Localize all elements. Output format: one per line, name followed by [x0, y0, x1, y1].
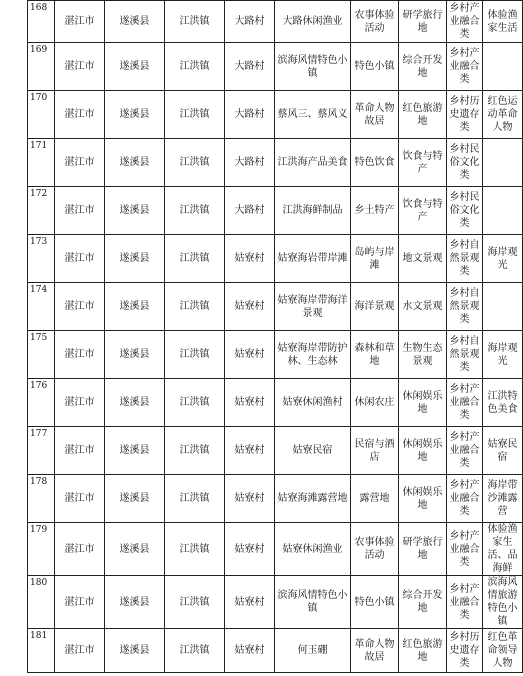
row-number: 177 — [28, 427, 55, 475]
row-number: 180 — [28, 576, 55, 629]
city-cell: 湛江市 — [55, 379, 105, 427]
village-cell: 大路村 — [225, 139, 275, 187]
table-row — [28, 283, 523, 331]
feature-cell: 露营地 — [351, 475, 399, 523]
category-cell: 乡村自然景观类 — [447, 331, 483, 379]
county-cell: 遂溪县 — [105, 139, 165, 187]
theme-cell: 滨海风情旅游特色小镇 — [483, 576, 523, 629]
resource-name-cell: 姑寮海岩带岸滩 — [275, 235, 351, 283]
county-cell: 遂溪县 — [105, 43, 165, 91]
town-cell: 江洪镇 — [165, 523, 225, 576]
theme-cell: 体验渔家生活 — [483, 1, 523, 43]
category-type-cell: 生物生态景观 — [399, 331, 447, 379]
village-cell: 姑寮村 — [225, 523, 275, 576]
category-type-cell: 水文景观 — [399, 283, 447, 331]
town-cell: 江洪镇 — [165, 1, 225, 43]
town-cell: 江洪镇 — [165, 576, 225, 629]
category-type-cell: 研学旅行地 — [399, 523, 447, 576]
resource-name-cell: 姑寮海岸带海洋景观 — [275, 283, 351, 331]
row-number: 178 — [28, 475, 55, 523]
town-cell: 江洪镇 — [165, 187, 225, 235]
resource-name-cell: 何玉硼 — [275, 629, 351, 673]
town-cell: 江洪镇 — [165, 427, 225, 475]
resource-table — [27, 0, 523, 673]
category-type-cell: 综合开发地 — [399, 576, 447, 629]
category-type-cell: 红色旅游地 — [399, 91, 447, 139]
theme-cell: 姑寮民宿 — [483, 427, 523, 475]
theme-cell: 海岸观光 — [483, 331, 523, 379]
theme-cell: 海岸带沙滩露营 — [483, 475, 523, 523]
feature-cell: 革命人物故居 — [351, 629, 399, 673]
town-cell: 江洪镇 — [165, 331, 225, 379]
resource-name-cell: 江洪海鲜制品 — [275, 187, 351, 235]
category-type-cell: 研学旅行地 — [399, 1, 447, 43]
city-cell: 湛江市 — [55, 523, 105, 576]
county-cell: 遂溪县 — [105, 331, 165, 379]
category-cell: 乡村产业融合类 — [447, 427, 483, 475]
category-cell: 乡村自然景观类 — [447, 235, 483, 283]
category-cell: 乡村产业融合类 — [447, 576, 483, 629]
category-cell: 乡村产业融合类 — [447, 43, 483, 91]
village-cell: 姑寮村 — [225, 331, 275, 379]
county-cell: 遂溪县 — [105, 187, 165, 235]
village-cell: 大路村 — [225, 1, 275, 43]
table-row — [28, 187, 523, 235]
resource-name-cell: 姑寮休闲渔业 — [275, 523, 351, 576]
row-number: 173 — [28, 235, 55, 283]
village-cell: 姑寮村 — [225, 379, 275, 427]
county-cell: 遂溪县 — [105, 283, 165, 331]
county-cell: 遂溪县 — [105, 427, 165, 475]
county-cell: 遂溪县 — [105, 629, 165, 673]
category-type-cell: 休闲娱乐地 — [399, 379, 447, 427]
village-cell: 姑寮村 — [225, 576, 275, 629]
category-type-cell: 综合开发地 — [399, 43, 447, 91]
village-cell: 姑寮村 — [225, 475, 275, 523]
theme-cell: 体验渔家生活、品海鲜 — [483, 523, 523, 576]
category-cell: 乡村历史遗存类 — [447, 629, 483, 673]
city-cell: 湛江市 — [55, 283, 105, 331]
theme-cell: 红色革命领导人物 — [483, 629, 523, 673]
city-cell: 湛江市 — [55, 427, 105, 475]
resource-name-cell: 滨海风情特色小镇 — [275, 43, 351, 91]
feature-cell: 特色饮食 — [351, 139, 399, 187]
city-cell: 湛江市 — [55, 576, 105, 629]
table-row — [28, 629, 523, 673]
table-row — [28, 235, 523, 283]
village-cell: 姑寮村 — [225, 235, 275, 283]
resource-name-cell: 滨海风情特色小镇 — [275, 576, 351, 629]
feature-cell: 乡土特产 — [351, 187, 399, 235]
category-type-cell: 饮食与特产 — [399, 187, 447, 235]
theme-cell: 江洪特色美食 — [483, 379, 523, 427]
feature-cell: 民宿与酒店 — [351, 427, 399, 475]
resource-name-cell: 姑寮民宿 — [275, 427, 351, 475]
town-cell: 江洪镇 — [165, 283, 225, 331]
town-cell: 江洪镇 — [165, 379, 225, 427]
city-cell: 湛江市 — [55, 235, 105, 283]
county-cell: 遂溪县 — [105, 379, 165, 427]
table-row — [28, 523, 523, 576]
resource-name-cell: 姑寮海岸带防护林、生态林 — [275, 331, 351, 379]
village-cell: 姑寮村 — [225, 283, 275, 331]
resource-name-cell: 大路休闲渔业 — [275, 1, 351, 43]
row-number: 175 — [28, 331, 55, 379]
theme-cell — [483, 283, 523, 331]
village-cell: 姑寮村 — [225, 427, 275, 475]
city-cell: 湛江市 — [55, 139, 105, 187]
resource-name-cell: 姑寮休闲渔村 — [275, 379, 351, 427]
county-cell: 遂溪县 — [105, 475, 165, 523]
category-cell: 乡村产业融合类 — [447, 475, 483, 523]
row-number: 174 — [28, 283, 55, 331]
town-cell: 江洪镇 — [165, 235, 225, 283]
town-cell: 江洪镇 — [165, 43, 225, 91]
feature-cell: 特色小镇 — [351, 576, 399, 629]
category-cell: 乡村民俗文化类 — [447, 139, 483, 187]
county-cell: 遂溪县 — [105, 576, 165, 629]
city-cell: 湛江市 — [55, 43, 105, 91]
theme-cell: 红色运动革命人物 — [483, 91, 523, 139]
feature-cell: 海洋景观 — [351, 283, 399, 331]
category-cell: 乡村产业融合类 — [447, 1, 483, 43]
county-cell: 遂溪县 — [105, 91, 165, 139]
town-cell: 江洪镇 — [165, 629, 225, 673]
category-type-cell: 饮食与特产 — [399, 139, 447, 187]
city-cell: 湛江市 — [55, 187, 105, 235]
resource-name-cell: 蔡风三、蔡风义 — [275, 91, 351, 139]
village-cell: 姑寮村 — [225, 629, 275, 673]
theme-cell — [483, 43, 523, 91]
village-cell: 大路村 — [225, 43, 275, 91]
category-cell: 乡村历史遗存类 — [447, 91, 483, 139]
town-cell: 江洪镇 — [165, 139, 225, 187]
row-number: 176 — [28, 379, 55, 427]
table-row — [28, 475, 523, 523]
feature-cell: 岛屿与岸滩 — [351, 235, 399, 283]
category-type-cell: 休闲娱乐地 — [399, 475, 447, 523]
feature-cell: 农事体验活动 — [351, 1, 399, 43]
row-number: 171 — [28, 139, 55, 187]
village-cell: 大路村 — [225, 187, 275, 235]
theme-cell — [483, 187, 523, 235]
table-row — [28, 43, 523, 91]
county-cell: 遂溪县 — [105, 523, 165, 576]
row-number: 179 — [28, 523, 55, 576]
city-cell: 湛江市 — [55, 331, 105, 379]
resource-name-cell: 江洪海产品美食 — [275, 139, 351, 187]
table-row — [28, 379, 523, 427]
theme-cell — [483, 139, 523, 187]
category-cell: 乡村民俗文化类 — [447, 187, 483, 235]
theme-cell: 海岸观光 — [483, 235, 523, 283]
resource-name-cell: 姑寮海滩露营地 — [275, 475, 351, 523]
category-cell: 乡村自然景观类 — [447, 283, 483, 331]
row-number: 172 — [28, 187, 55, 235]
feature-cell: 森林和草地 — [351, 331, 399, 379]
town-cell: 江洪镇 — [165, 475, 225, 523]
category-cell: 乡村产业融合类 — [447, 523, 483, 576]
feature-cell: 农事体验活动 — [351, 523, 399, 576]
category-type-cell: 休闲娱乐地 — [399, 427, 447, 475]
table-row — [28, 331, 523, 379]
feature-cell: 特色小镇 — [351, 43, 399, 91]
city-cell: 湛江市 — [55, 629, 105, 673]
city-cell: 湛江市 — [55, 1, 105, 43]
table-row — [28, 91, 523, 139]
category-cell: 乡村产业融合类 — [447, 379, 483, 427]
town-cell: 江洪镇 — [165, 91, 225, 139]
row-number: 168 — [28, 1, 55, 43]
row-number: 169 — [28, 43, 55, 91]
county-cell: 遂溪县 — [105, 1, 165, 43]
city-cell: 湛江市 — [55, 475, 105, 523]
table-row — [28, 139, 523, 187]
row-number: 170 — [28, 91, 55, 139]
village-cell: 大路村 — [225, 91, 275, 139]
category-type-cell: 红色旅游地 — [399, 629, 447, 673]
category-type-cell: 地文景观 — [399, 235, 447, 283]
table-row — [28, 1, 523, 43]
feature-cell: 革命人物故居 — [351, 91, 399, 139]
feature-cell: 休闲农庄 — [351, 379, 399, 427]
city-cell: 湛江市 — [55, 91, 105, 139]
county-cell: 遂溪县 — [105, 235, 165, 283]
table-row — [28, 576, 523, 629]
table-row — [28, 427, 523, 475]
row-number: 181 — [28, 629, 55, 673]
